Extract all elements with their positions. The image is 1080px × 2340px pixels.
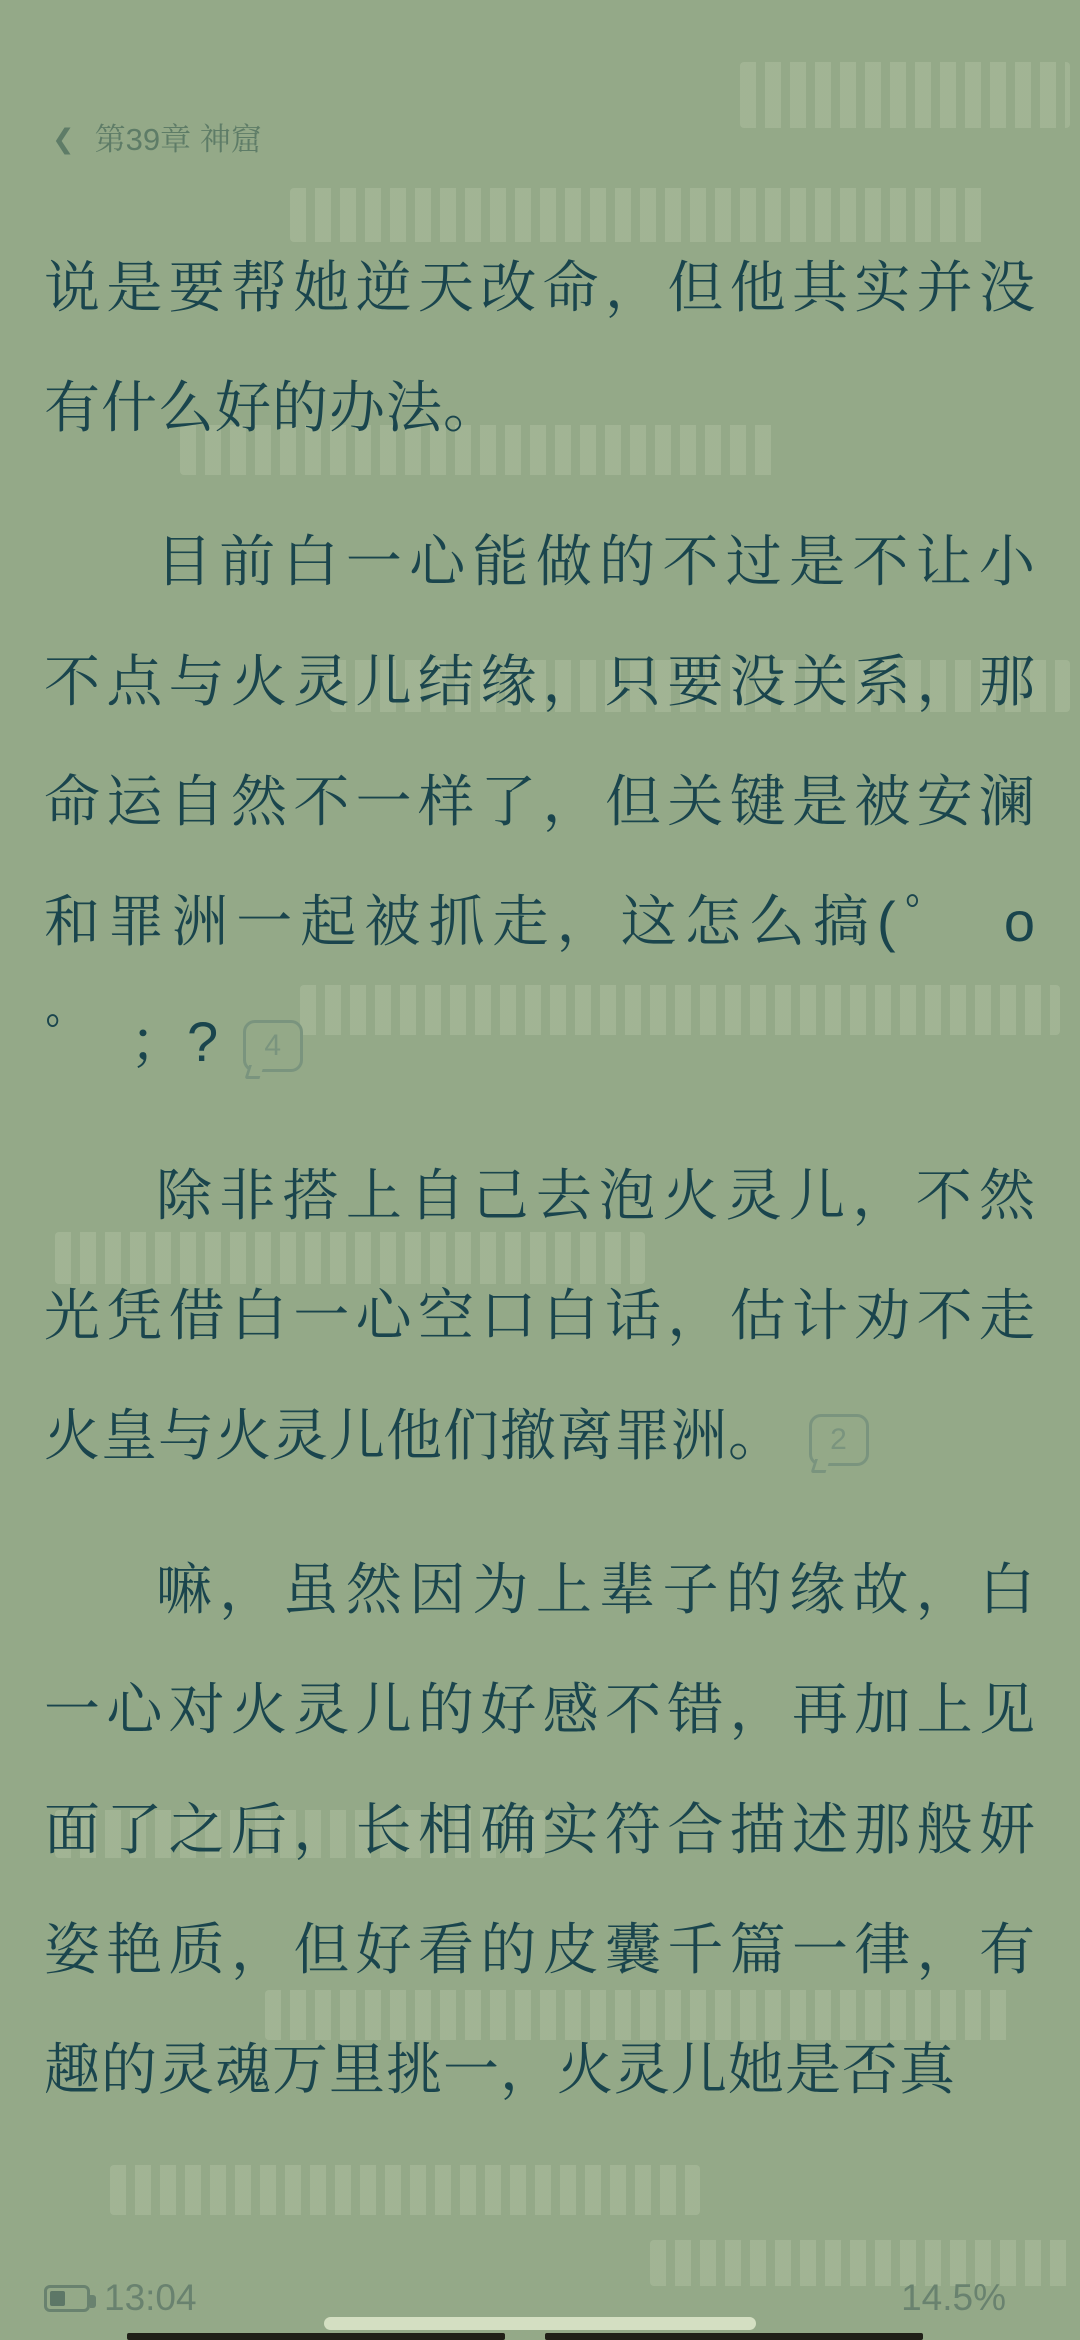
paragraph-line: 火皇与火灵儿他们撤离罪洲。 2 bbox=[44, 1376, 1036, 1496]
status-left-group bbox=[44, 2277, 197, 2319]
paragraph bbox=[44, 1530, 1036, 2130]
back-chevron-icon[interactable]: ❮ bbox=[52, 124, 75, 154]
paragraph-line: 面了之后，长相确实符合描述那般妍 bbox=[44, 1798, 1036, 1861]
comment-count: 2 bbox=[830, 1423, 848, 1456]
paragraph-line: ﾟ ；? 4 bbox=[44, 982, 1036, 1102]
battery-fill bbox=[50, 2291, 65, 2306]
paragraph bbox=[44, 502, 1036, 1102]
paragraph-line: 不点与火灵儿结缘，只要没关系，那 bbox=[44, 650, 1036, 713]
battery-icon bbox=[44, 2285, 90, 2312]
clock-time: 13:04 bbox=[104, 2277, 197, 2318]
home-indicator[interactable] bbox=[324, 2317, 756, 2330]
paragraph-line: 有什么好的办法。 bbox=[44, 376, 500, 439]
comment-count-badge[interactable] bbox=[243, 1020, 303, 1072]
reader-content[interactable] bbox=[44, 228, 1036, 2164]
paragraph-line: 一心对火灵儿的好感不错，再加上见 bbox=[44, 1678, 1036, 1741]
paragraph-line: 目前白一心能做的不过是不让小 bbox=[156, 530, 1036, 593]
chapter-header bbox=[52, 120, 262, 160]
paragraph-line: 命运自然不一样了，但关键是被安澜 bbox=[44, 770, 1036, 833]
paragraph-line: 除非搭上自己去泡火灵儿，不然 bbox=[156, 1164, 1036, 1227]
comment-count: 4 bbox=[264, 1029, 282, 1062]
paragraph-line: 嘛，虽然因为上辈子的缘故，白 bbox=[156, 1558, 1036, 1621]
battery-cap bbox=[90, 2295, 96, 2308]
paragraph-line: 说是要帮她逆天改命，但他其实并没 bbox=[44, 256, 1036, 319]
paragraph-line: 姿艳质，但好看的皮囊千篇一律，有 bbox=[44, 1918, 1036, 1981]
bottom-edge-strip bbox=[127, 2333, 505, 2340]
paragraph-line: 光凭借白一心空口白话，估计劝不走 bbox=[44, 1284, 1036, 1347]
paragraph bbox=[44, 228, 1036, 468]
bottom-edge-strip bbox=[545, 2333, 923, 2340]
paragraph-line: 趣的灵魂万里挑一，火灵儿她是否真 bbox=[44, 2038, 956, 2101]
ghost-text-band bbox=[110, 2165, 700, 2215]
chapter-title: 第39章 神窟 bbox=[94, 122, 262, 157]
paragraph-line: 和罪洲一起被抓走，这怎么搞(ﾟ o bbox=[44, 890, 1036, 953]
reading-progress: 14.5% bbox=[901, 2277, 1006, 2318]
ghost-text-band bbox=[740, 62, 1070, 128]
paragraph bbox=[44, 1136, 1036, 1496]
comment-count-badge[interactable] bbox=[809, 1414, 869, 1466]
